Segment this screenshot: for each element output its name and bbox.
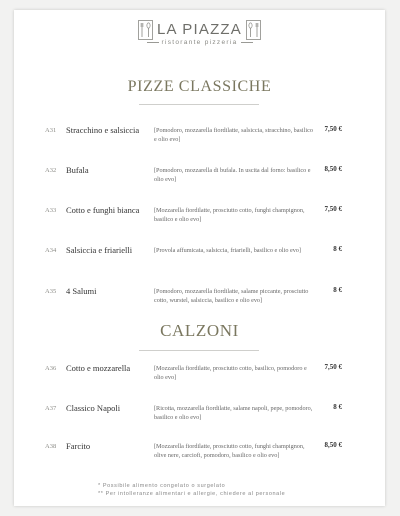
section-divider [139,104,259,105]
cutlery-left-icon [138,20,153,40]
item-code: A32 [45,167,57,174]
item-description: [Pomodoro, mozzarella fiordilatte, salsiccia, stracchino, basilico e olio evo] [154,127,313,143]
item-name: Salsiccia e friarielli [66,245,133,255]
item-name: 4 Salumi [66,286,97,296]
item-price: 8,50 € [324,441,342,449]
brand-name: LA PIAZZA [157,21,242,38]
item-price: 8 € [333,286,342,294]
item-description: [Pomodoro, mozzarella fiordilatte, salame piccante, prosciutto cotto, wurstel, salsiccia, basilico e olio evo] [154,288,309,304]
brand-subtitle-text: ristorante pizzeria [161,39,238,46]
item-price: 7,50 € [324,363,342,371]
item-description: [Mozzarella fiordilatte, prosciutto cotto, funghi champignon, olive nere, carciofi, pomodoro, basilico e olio evo] [154,443,305,459]
item-description: [Pomodoro, mozzarella di bufala. In uscita dal forno: basilico e olio evo] [154,167,311,183]
item-name: Classico Napoli [66,403,121,413]
item-description: [Ricotta, mozzarella fiordilatte, salame napoli, pepe, pomodoro, basilico e olio evo] [154,405,313,421]
cutlery-right-icon [246,20,261,40]
item-code: A31 [45,127,57,134]
section-title-calzoni: CALZONI [160,321,239,340]
item-price: 8 € [333,245,342,253]
item-description: [Mozzarella fiordilatte, prosciutto cotto, basilico, pomodoro e olio evo] [154,365,307,381]
footnote-frozen: * Possibile alimento congelato o surgelato [98,483,226,489]
section-title-pizze-classiche: PIZZE CLASSICHE [127,78,272,95]
item-description: [Mozzarella fiordilatte, prosciutto cotto, funghi champignon, basilico e olio evo] [154,207,305,223]
item-name: Cotto e mozzarella [66,363,131,373]
item-code: A33 [45,207,57,214]
item-name: Cotto e funghi bianca [66,205,140,215]
item-price: 7,50 € [324,125,342,133]
item-code: A38 [45,443,57,450]
item-code: A36 [45,365,57,372]
menu-page [14,10,385,506]
item-description: [Provola affumicata, salsiccia, friarielli, basilico e olio evo] [154,247,301,254]
section-divider [139,350,259,351]
footnote-allergies: ** Per intolleranze alimentari e allergie, chiedere al personale [98,491,286,497]
item-name: Stracchino e salsiccia [66,125,140,135]
item-price: 8 € [333,403,342,411]
brand-logo [14,20,385,46]
item-code: A37 [45,405,57,412]
brand-subtitle [14,39,385,46]
item-name: Farcito [66,441,91,451]
item-price: 7,50 € [324,205,342,213]
item-name: Bufala [66,165,89,175]
item-price: 8,50 € [324,165,342,173]
item-code: A34 [45,247,57,254]
item-code: A35 [45,288,57,295]
